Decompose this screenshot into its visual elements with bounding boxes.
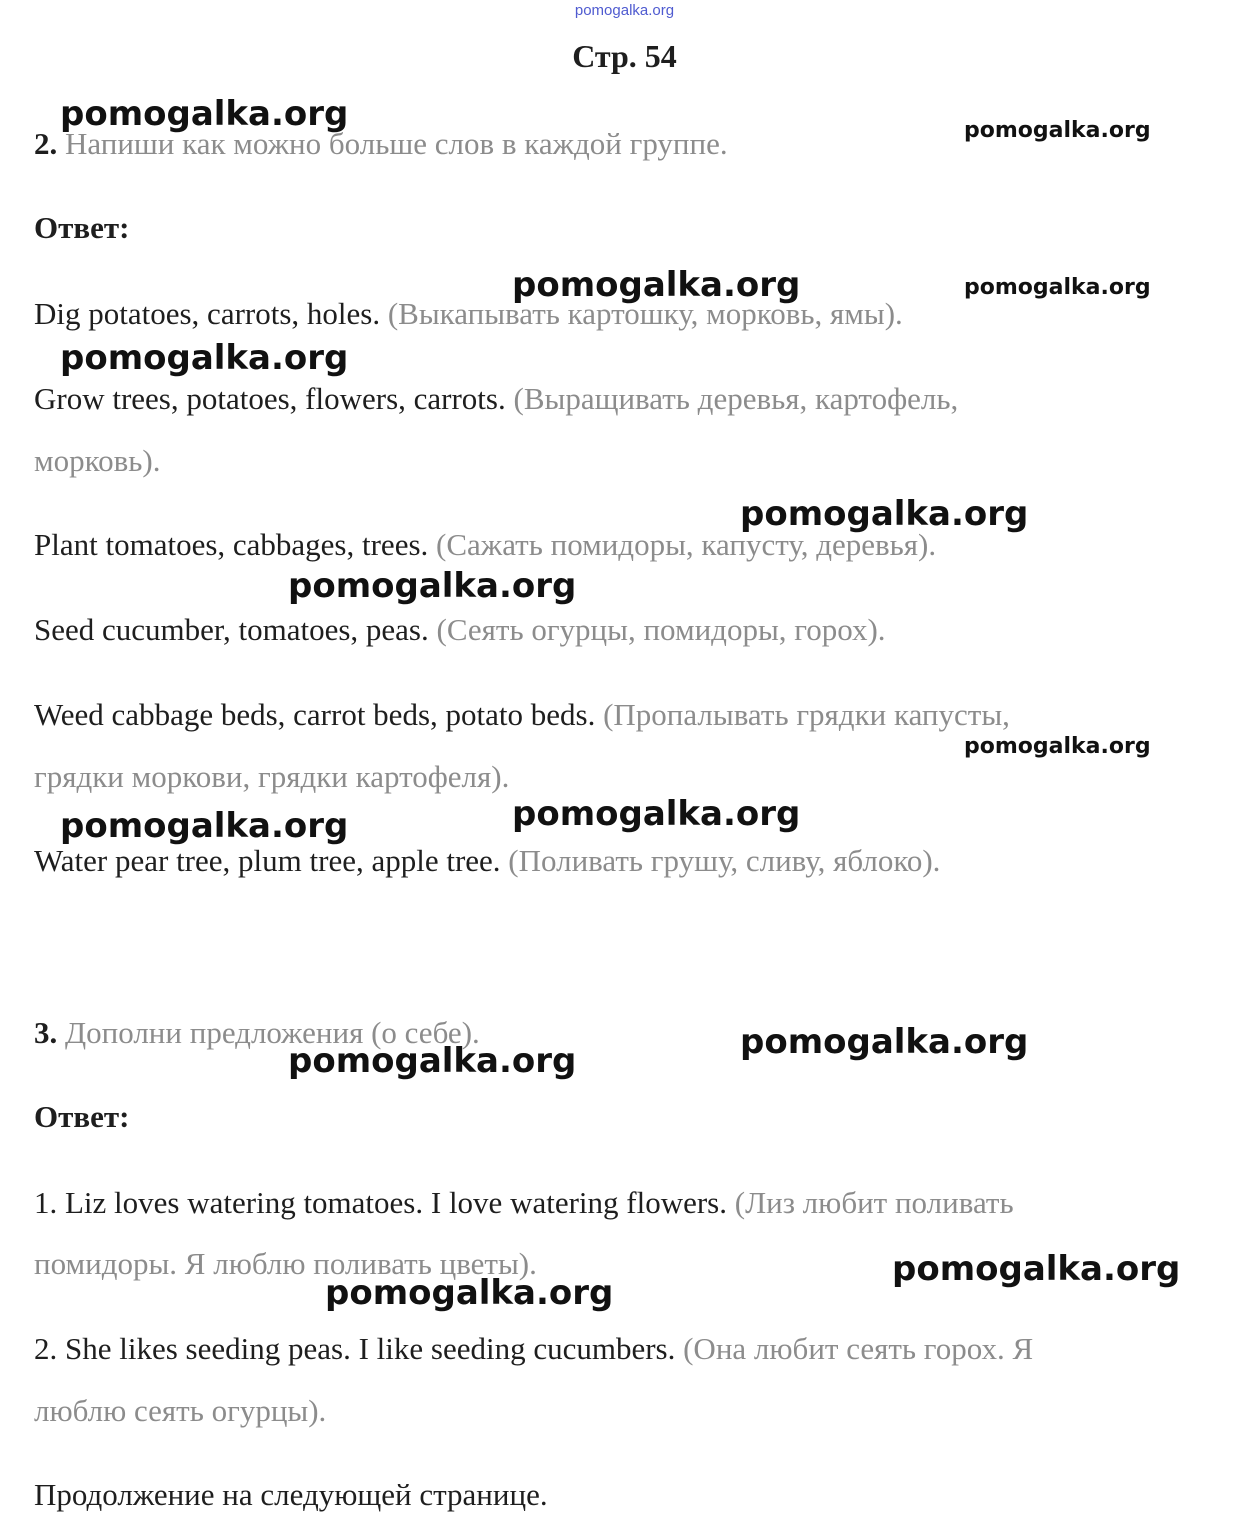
- task2-line-6-en: Water pear tree, plum tree, apple tree.: [34, 843, 501, 878]
- task2-line-1-ru: (Выкапывать картошку, морковь, ямы).: [387, 296, 903, 331]
- task3-line-1: [34, 1185, 1014, 1221]
- task3-answer-label: Ответ:: [34, 1099, 130, 1134]
- watermark: pomogalka.org: [964, 275, 1151, 300]
- task2-line-3-ru: (Сажать помидоры, капусту, деревья).: [436, 527, 937, 562]
- task2-line-2-en: Grow trees, potatoes, flowers, carrots.: [34, 381, 506, 416]
- task2-line-5-en: Weed cabbage beds, carrot beds, potato beds.: [34, 697, 596, 732]
- watermark: pomogalka.org: [740, 1022, 1029, 1062]
- task2-prompt-text: Напиши как можно больше слов в каждой группе.: [65, 126, 728, 161]
- task2-line-4: [34, 612, 886, 648]
- task3-line-1-ru: (Лиз любит поливать: [734, 1185, 1014, 1220]
- task3-line-2-ru: (Она любит сеять горох. Я: [683, 1331, 1034, 1366]
- page-title: Стр. 54: [572, 38, 677, 74]
- task2-line-5: [34, 697, 1010, 733]
- task2-number: 2.: [34, 126, 58, 161]
- watermark: pomogalka.org: [892, 1249, 1181, 1289]
- task2-line-2: [34, 381, 958, 417]
- continuation-note: Продолжение на следующей странице.: [34, 1477, 548, 1512]
- task2-line-4-ru: (Сеять огурцы, помидоры, горох).: [436, 612, 886, 647]
- task2-line-6-ru: (Поливать грушу, сливу, яблоко).: [508, 843, 941, 878]
- task3-line-1-en: 1. Liz loves watering tomatoes. I love watering flowers.: [34, 1185, 727, 1220]
- watermark: pomogalka.org: [60, 338, 349, 378]
- task2-line-1-en: Dig potatoes, carrots, holes.: [34, 296, 381, 331]
- watermark: pomogalka.org: [325, 1273, 614, 1313]
- task2-line-4-en: Seed cucumber, tomatoes, peas.: [34, 612, 429, 647]
- watermark: pomogalka.org: [288, 1041, 577, 1081]
- task2-line-5-ru: (Пропалывать грядки капусты,: [603, 697, 1010, 732]
- watermark: pomogalka.org: [512, 265, 801, 305]
- task3-number: 3.: [34, 1015, 58, 1050]
- watermark: pomogalka.org: [512, 794, 801, 834]
- task2-line-6: [34, 843, 940, 879]
- watermark: pomogalka.org: [60, 94, 349, 134]
- watermark: pomogalka.org: [964, 734, 1151, 759]
- task2-line-3-en: Plant tomatoes, cabbages, trees.: [34, 527, 429, 562]
- watermark: pomogalka.org: [964, 118, 1151, 143]
- watermark: pomogalka.org: [288, 566, 577, 606]
- task3-line-1-cont: помидоры. Я люблю поливать цветы).: [34, 1246, 537, 1281]
- task3-prompt-text: Дополни предложения (о себе).: [65, 1015, 480, 1050]
- site-watermark-top: pomogalka.org: [574, 2, 675, 19]
- watermark: pomogalka.org: [740, 494, 1029, 534]
- task2-line-5-cont: грядки моркови, грядки картофеля).: [34, 759, 510, 794]
- task3-line-2-cont: люблю сеять огурцы).: [34, 1393, 327, 1428]
- task2-line-2-ru: (Выращивать деревья, картофель,: [513, 381, 959, 416]
- watermark: pomogalka.org: [60, 806, 349, 846]
- task3-line-2-en: 2. She likes seeding peas. I like seeding cucumbers.: [34, 1331, 676, 1366]
- task2-line-2-cont: морковь).: [34, 443, 161, 478]
- task3-line-2: [34, 1331, 1033, 1367]
- task2-answer-label: Ответ:: [34, 210, 130, 245]
